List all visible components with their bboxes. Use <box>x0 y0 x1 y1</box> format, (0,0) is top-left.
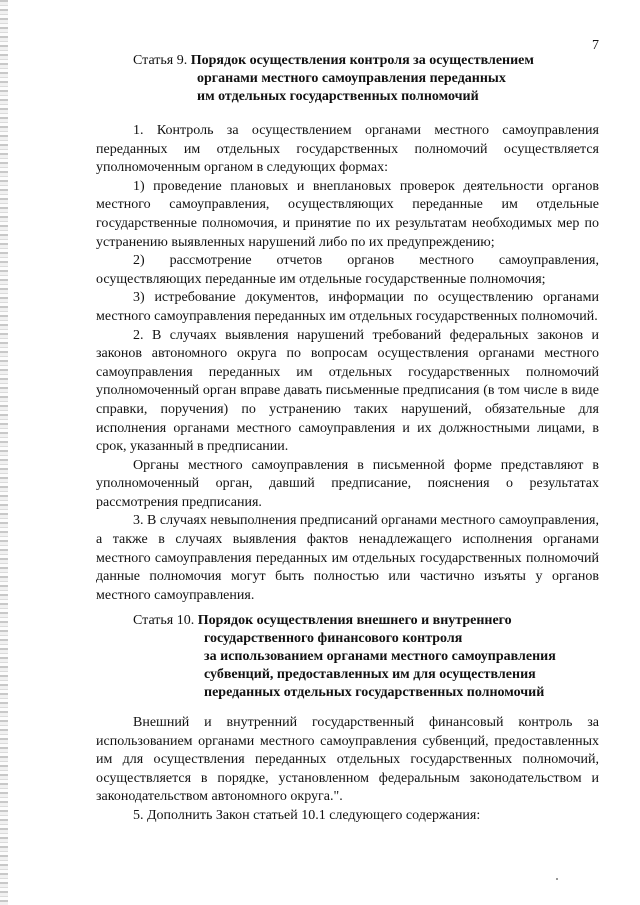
scanned-page-edge <box>0 0 8 905</box>
paragraph: 2) рассмотрение отчетов органов местного самоуправления, осуществляющих переданные им отдельные государственные полномочия; <box>96 253 599 287</box>
paragraph: 1. Контроль за осуществлением органами местного самоуправления переданных им отдельных государственных полномочий осуществляется уполномоченным органом в следующих формах: <box>96 123 599 176</box>
article-9-body <box>96 122 599 605</box>
page-number: 7 <box>592 38 599 53</box>
article-10-title-line-3: за использованием органами местного самоуправления <box>204 649 556 664</box>
paragraph: 3) истребование документов, информации по осуществлению органами местного самоуправления переданных им отдельных государственных полномочий. <box>96 290 599 324</box>
article-9-title-line-3: им отдельных государственных полномочий <box>197 89 479 104</box>
article-10-title-line-2: государственного финансового контроля <box>204 631 463 646</box>
scan-speck <box>556 878 558 880</box>
paragraph: 1) проведение плановых и внеплановых проверок деятельности органов местного самоуправления, осуществляющих переданные им отдельные государственные полномочия, и принятие по их результатам необходимых мер по устранению выявленных нарушений либо по их предупреждению; <box>96 178 599 250</box>
paragraph: Внешний и внутренний государственный финансовый контроль за использованием органами местного самоуправления субвенций, предоставленных им для осуществления переданных отдельных государственных полномочий, осуществляется в порядке, установленном федеральным законодательством и законодательством автономного округа.". <box>96 715 599 805</box>
article-9-label: Статья 9. <box>133 53 188 68</box>
article-10-heading <box>133 612 556 702</box>
paragraph: 5. Дополнить Закон статьей 10.1 следующего содержания: <box>133 807 481 823</box>
article-10-title-line-1: Порядок осуществления внешнего и внутреннего <box>197 613 512 628</box>
article-10-title-line-4: субвенций, предоставленных им для осуществления <box>204 667 536 682</box>
article-9-title-line-1: Порядок осуществления контроля за осуществлением <box>190 53 534 68</box>
article-10-label: Статья 10. <box>133 613 195 628</box>
article-10-title-line-5: переданных отдельных государственных полномочий <box>204 685 545 700</box>
article-9-title-line-2: органами местного самоуправления переданных <box>197 71 506 86</box>
article-10-body <box>96 714 599 826</box>
paragraph: 2. В случаях выявления нарушений требований федеральных законов и законов автономного округа по вопросам осуществления органами местного самоуправления переданных им отдельных государственных полномочий уполномоченный орган вправе давать письменные предписания (в том числе в виде справки, поручения) по устранению таких нарушений, обязательные для исполнения органами местного самоуправления и их должностными лицами, в срок, указанный в предписании. <box>96 327 599 455</box>
article-9-heading <box>133 52 534 106</box>
paragraph: Органы местного самоуправления в письменной форме представляют в уполномоченный орган, давший предписание, пояснения о результатах рассмотрения предписания. <box>96 457 599 510</box>
paragraph: 3. В случаях невыполнения предписаний органами местного самоуправления, а также в случаях выявления фактов ненадлежащего исполнения органами местного самоуправления переданных им отдельных государственных полномочий данные полномочия могут быть полностью или частично изъяты у органов местного самоуправления. <box>96 513 599 603</box>
